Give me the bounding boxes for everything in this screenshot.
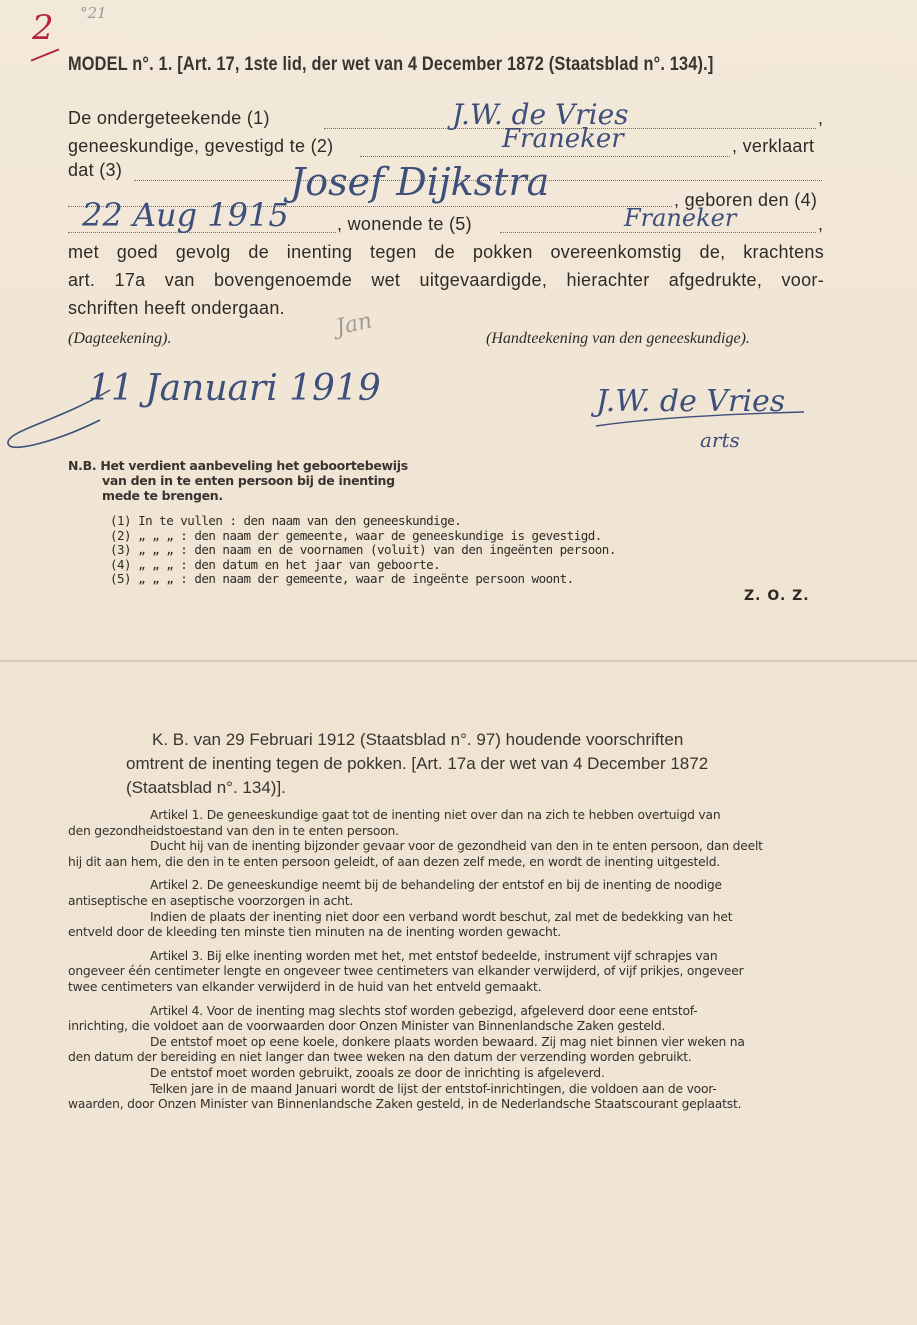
doctor-signature: J.W. de Vries [596,384,786,419]
decree-heading-line-1: K. B. van 29 Februari 1912 (Staatsblad n°. 97) houdende voorschriften [152,730,684,749]
comma: , [818,108,824,128]
handwritten-town: Franeker [502,124,624,154]
footnote-item [110,529,616,544]
paragraph-line-2: art. 17a van bovengenoemde wet uitgevaardigde, hierachter afgedrukte, voor- [68,270,824,290]
red-archive-number: 2 [32,8,54,48]
form-label-verklaart: , verklaart [732,136,815,156]
decree-line: Artikel 2. De geneeskundige neemt bij de behandeling der entstof en bij de inenting de noodige [150,878,722,893]
handwritten-residence: Franeker [624,204,737,232]
footnote-number: (5) [110,571,132,586]
decree-line: Artikel 4. Voor de inenting mag slechts stof worden gebezigd, afgeleverd door eene entstof- [150,1003,698,1018]
decree-heading-line-2: omtrent de inenting tegen de pokken. [Art. 17a der wet van 4 December 1872 [126,754,709,773]
footnote-number: (2) [110,527,132,543]
footnote-number: (1) [110,513,132,528]
form-label-1: De ondergeteekende (1) [68,108,270,128]
footnote-number: (4) [110,556,132,572]
decree-line: inrichting, die voldoet aan de voorwaarden door Onzen Minister van Binnenlandsche Zaken gesteld. [68,1019,666,1034]
decree-line: De entstof moet op eene koele, donkere plaats worden bewaard. Zij mag niet binnen vier weken na [150,1034,745,1049]
form-label-2: geneeskundige, gevestigd te (2) [68,136,334,156]
decree-line: Artikel 1. De geneeskundige gaat tot de inenting niet over dan na zich te hebben overtuigd van [150,808,721,822]
footnote-list [110,514,616,587]
comma: , [818,214,824,234]
decree-heading-line-3: (Staatsblad n°. 134)]. [126,778,286,797]
footnote-text: „ „ „ : den datum en het jaar van geboorte. [138,556,441,572]
decree-line: ongeveer één centimeter lengte en ongeveer twee centimeters van elkander verwijderd, of vijf prikjes, ongeveer [68,964,744,979]
date-caption: (Dagteekening). [68,330,172,347]
decree-line: entveld door de kleeding ten minste tien minuten na de inenting worden gewacht. [68,925,561,940]
footnote-number: (3) [110,542,132,557]
footnote-text: „ „ „ : den naam der gemeente, waar de geneeskundige is gevestigd. [138,527,602,543]
page-title: MODEL n°. 1. [Art. 17, 1ste lid, der wet van 4 December 1872 (Staatsblad n°. 134).] [68,54,714,75]
handwritten-doctor-name: J.W. de Vries [452,98,629,131]
nb-line-3: mede te brengen. [102,488,223,503]
form-label-3: dat (3) [68,160,123,180]
pencil-jan-note: Jan [333,308,375,341]
decree-line: hij dit aan hem, die den in te enten persoon geleidt, of aan dezen zelf mede, en wordt de inenting uitgesteld. [68,854,721,869]
decree-line: Telken jare in de maand Januari wordt de lijst der entstof-inrichtingen, die voldoen aan de voor- [150,1081,717,1096]
footnote-item [110,572,616,587]
footnote-text: In te vullen : den naam van den geneeskundige. [138,513,462,528]
decree-line: waarden, door Onzen Minister van Binnenlandsche Zaken gesteld, in de Nederlandsche Staatscourant geplaatst. [68,1097,742,1112]
decree-body [68,808,852,1113]
paragraph-line-1: met goed gevolg de inenting tegen de pokken overeenkomstig de, krachtens [68,242,824,262]
signature-title: arts [700,428,740,452]
footnote-text: „ „ „ : den naam en de voornamen (voluit) van den ingeënten persoon. [138,542,616,557]
footnote-text: „ „ „ : den naam der gemeente, waar de ingeënte persoon woont. [138,571,574,586]
handwritten-birth-date: 22 Aug 1915 [82,196,289,234]
nb-line-1: N.B. Het verdient aanbeveling het geboortebewijs [68,458,408,473]
handwritten-date: 11 Januari 1919 [88,368,381,409]
decree-line: den gezondheidstoestand van den in te enten persoon. [68,823,399,838]
form-label-4: , geboren den (4) [674,190,818,210]
decree-line: antiseptische en aseptische voorzorgen in acht. [68,893,354,908]
nb-note [68,458,408,503]
decree-heading [152,728,852,752]
decree-line: Ducht hij van de inenting bijzonder gevaar voor de gezondheid van den in te enten persoon, dan deelt [150,839,763,854]
signature-caption: (Handteekening van den geneeskundige). [486,330,750,347]
date-flourish [0,380,140,470]
pencil-number: °21 [80,4,107,22]
decree-line: twee centimeters van elkander verwijderd in de huid van het entveld gemaakt. [68,979,542,994]
zoz-marker: Z. O. Z. [744,588,810,604]
footnote-item [110,543,616,558]
paragraph-line-3: schriften heeft ondergaan. [68,298,285,318]
form-label-5: , wonende te (5) [337,214,472,234]
handwritten-person-name: Josef Dijkstra [290,160,550,204]
footnote-item [110,558,616,573]
footnote-item [110,514,616,529]
nb-line-2: van den in te enten persoon bij de inenting [102,473,395,488]
fill-line-5b [500,232,816,233]
fill-line-2 [360,156,730,157]
fold-crease [0,660,917,662]
decree-line: De entstof moet worden gebruikt, zooals ze door de inrichting is afgeleverd. [150,1065,605,1080]
decree-line: den datum der bereiding en niet langer dan twee weken na den datum der verzending worden gebruikt. [68,1050,692,1065]
decree-line: Indien de plaats der inenting niet door een verband wordt beschut, zal met de bedekking van het [150,909,733,924]
decree-line: Artikel 3. Bij elke inenting worden met het, met entstof bedeelde, instrument vijf schrapjes van [150,948,718,963]
